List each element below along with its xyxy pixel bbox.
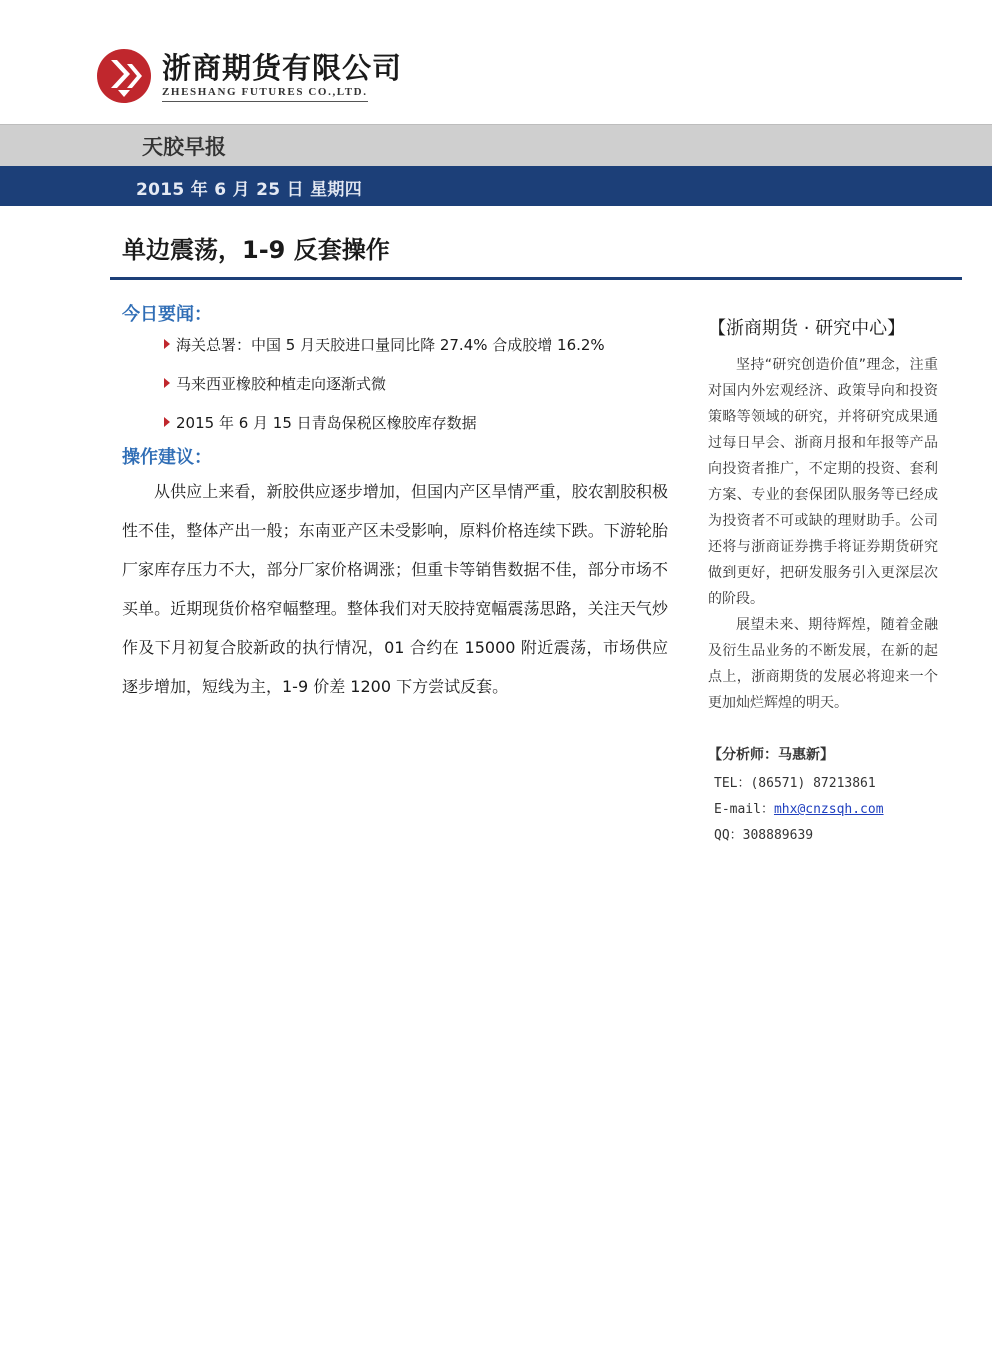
headline-divider — [110, 277, 962, 280]
email-link[interactable]: mhx@cnzsqh.com — [773, 802, 884, 817]
news-item — [164, 412, 477, 433]
news-item-text: 2015 年 6 月 15 日青岛保税区橡胶库存数据 — [176, 414, 477, 432]
research-center-outlook: 展望未来、期待辉煌，随着金融及衍生品业务的不断发展，在新的起点上，浙商期货的发展必将迎来一个更加灿烂辉煌的明天。 — [708, 617, 938, 711]
news-item — [164, 334, 605, 355]
contact-qq — [714, 824, 813, 843]
date-band — [0, 166, 992, 206]
research-center-intro: 坚持“研究创造价值”理念，注重对国内外宏观经济、政策导向和投资策略等领域的研究，并将研究成果通过每日早会、浙商月报和年报等产品向投资者推广，不定期的投资、套利方案、专业的套保团队服务等已经成为投资者不可或缺的理财助手。公司还将与浙商证券携手将证券期货研究做到更好，把研发服务引入更深层次的阶段。 — [708, 357, 938, 607]
bullet-arrow-icon — [164, 339, 170, 349]
headline: 单边震荡，1-9 反套操作 — [122, 236, 390, 264]
news-item-text: 马来西亚橡胶种植走向逐渐式微 — [176, 375, 387, 393]
bullet-arrow-icon — [164, 378, 170, 388]
zheshang-logo-icon — [96, 48, 152, 104]
tel-value: (86571) 87213861 — [750, 776, 876, 791]
logo-underline — [162, 101, 368, 102]
email-label: E-mail： — [714, 802, 774, 817]
qq-value: 308889639 — [742, 828, 814, 843]
company-name-cn: 浙商期货有限公司 — [162, 51, 403, 85]
research-center-title: 【浙商期货 · 研究中心】 — [708, 318, 906, 339]
contact-email — [714, 798, 884, 817]
news-item — [164, 373, 386, 394]
analyst-name: 【分析师：马惠新】 — [708, 747, 834, 763]
advice-heading: 操作建议： — [122, 447, 212, 468]
company-name-en: ZHESHANG FUTURES CO.,LTD. — [162, 86, 368, 98]
report-date: 2015 年 6 月 25 日 星期四 — [136, 180, 363, 200]
news-heading: 今日要闻： — [122, 304, 212, 325]
advice-body: 从供应上来看，新胶供应逐步增加，但国内产区旱情严重，胶农割胶积极性不佳，整体产出一般；东南亚产区未受影响，原料价格连续下跌。下游轮胎厂家库存压力不大，部分厂家价格调涨；但重卡等销售数据不佳，部分市场不买单。近期现货价格窄幅整理。整体我们对天胶持宽幅震荡思路，关注天气炒作及下月初复合胶新政的执行情况，01 合约在 15000 附近震荡，市场供应逐步增加，短线为主，1-9 价差 1200 下方尝试反套。 — [122, 482, 668, 696]
qq-label: QQ： — [714, 828, 743, 843]
news-item-text: 海关总署：中国 5 月天胶进口量同比降 27.4% 合成胶增 16.2% — [176, 336, 605, 354]
company-logo — [96, 44, 403, 106]
report-title: 天胶早报 — [142, 135, 226, 159]
bullet-arrow-icon — [164, 417, 170, 427]
tel-label: TEL： — [714, 776, 751, 791]
report-title-band — [0, 124, 992, 167]
contact-tel — [714, 772, 876, 791]
